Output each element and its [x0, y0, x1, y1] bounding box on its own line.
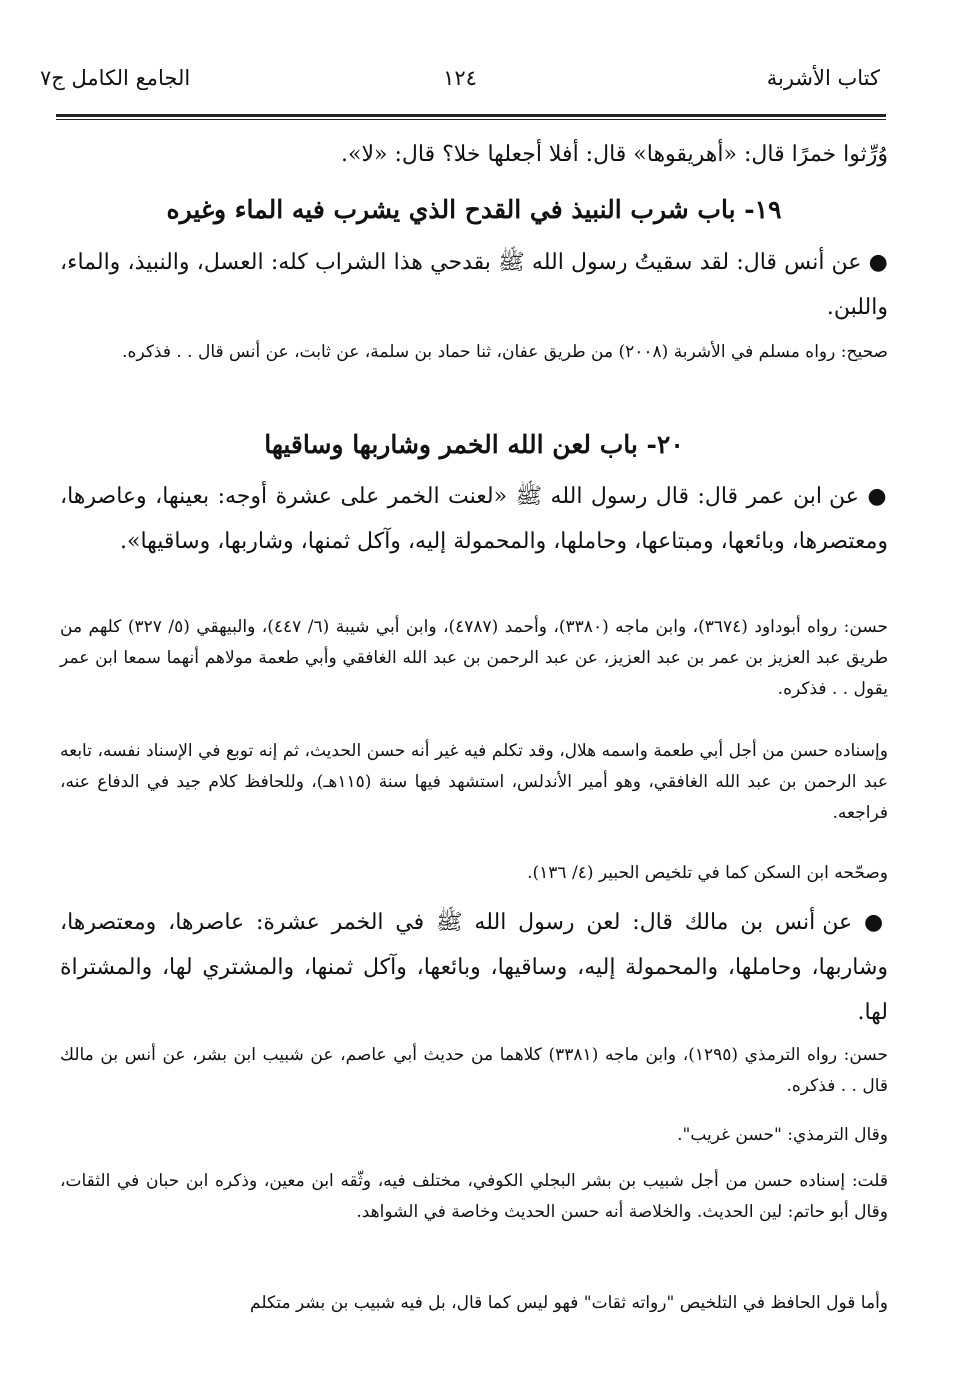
commentary-paragraph: وقال الترمذي: "حسن غريب".	[677, 1125, 888, 1145]
hadith-text: عن أنس بن مالك قال: لعن رسول الله ﷺ في الخمر عشرة: عاصرها، ومعتصرها، وشاربها، وحاملها، والمحمولة إليه، وساقيها، وبائعها، وآكل ثمنها، والمشتري لها، والمشتراة لها.	[60, 910, 888, 1025]
commentary-paragraph: وأما قول الحافظ في التلخيص "رواته ثقات" فهو ليس كما قال، بل فيه شبيب بن بشر متكلم	[250, 1293, 888, 1313]
takhrij-note: حسن: رواه أبوداود (٣٦٧٤)، وابن ماجه (٣٣٨٠)، وأحمد (٤٧٨٧)، وابن أبي شيبة (٦/ ٤٤٧)، والبيهقي (٥/ ٣٢٧) كلهم من طريق عبد العزيز بن عمر بن عبد العزيز، عن عبد الرحمن بن عبد الله الغافقي وأبي طعمة مولاهم أنهما سمعا ابن عمر يقول . . فذكره.	[60, 617, 889, 699]
hadith-paragraph	[60, 900, 888, 1035]
commentary-paragraph: وصحّحه ابن السكن كما في تلخيص الحبير (٤/ ١٣٦).	[527, 863, 888, 883]
chapter-title: كتاب الأشربة	[766, 66, 880, 90]
commentary-paragraph: قلت: إسناده حسن من أجل شبيب بن بشر البجلي الكوفي، مختلف فيه، وثّقه ابن معين، وذكره ابن حبان في الثقات، وقال أبو حاتم: لين الحديث. والخلاصة أنه حسن الحديث وخاصة في الشواهد.	[60, 1171, 888, 1222]
running-header	[40, 66, 880, 106]
takhrij-note: حسن: رواه الترمذي (١٢٩٥)، وابن ماجه (٣٣٨١) كلاهما من حديث أبي عاصم، عن شبيب ابن بشر، عن أنس بن مالك قال . . فذكره.	[60, 1045, 889, 1096]
header-rule-thick	[56, 114, 886, 117]
hadith-paragraph	[60, 240, 888, 330]
book-title: الجامع الكامل ج٧	[40, 66, 191, 90]
paragraph-text: وُرِّثوا خمرًا قال: «أهريقوها» قال: أفلا أجعلها خلا؟ قال: «لا».	[341, 142, 888, 167]
header-rule-thin	[56, 119, 886, 120]
takhrij-note: صحيح: رواه مسلم في الأشربة (٢٠٠٨) من طريق عفان، ثنا حماد بن سلمة، عن ثابت، عن أنس قال . . فذكره.	[122, 342, 888, 362]
bullet-icon: ●	[867, 483, 888, 509]
hadith-text: عن ابن عمر قال: قال رسول الله ﷺ «لعنت الخمر على عشرة أوجه: بعينها، وعاصرها، ومعتصرها، وبائعها، ومبتاعها، وحاملها، والمحمولة إليه، وآكل ثمنها، وشاربها، وساقيها».	[60, 484, 888, 554]
hadith-paragraph	[60, 474, 888, 564]
commentary-paragraph: وإسناده حسن من أجل أبي طعمة واسمه هلال، وقد تكلم فيه غير أنه حسن الحديث، ثم إنه توبع في الإسناد نفسه، تابعه عبد الرحمن بن عبد الله الغافقي، وهو أمير الأندلس، استشهد فيها سنة (١١٥هـ)، وللحافظ كلام جيد في الدفاع عنه، فراجعه.	[60, 741, 888, 823]
bullet-icon: ●	[868, 249, 888, 275]
bullet-icon: ●	[863, 909, 888, 935]
paragraph-continuation	[60, 132, 888, 177]
section-title-19: ١٩- باب شرب النبيذ في القدح الذي يشرب فيه الماء وغيره	[166, 195, 782, 224]
section-title-20: ٢٠- باب لعن الله الخمر وشاربها وساقيها	[264, 430, 684, 459]
page-number: ١٢٤	[443, 66, 477, 90]
hadith-text: عن أنس قال: لقد سقيتُ رسول الله ﷺ بقدحي هذا الشراب كله: العسل، والنبيذ، والماء، واللبن.	[60, 250, 888, 320]
